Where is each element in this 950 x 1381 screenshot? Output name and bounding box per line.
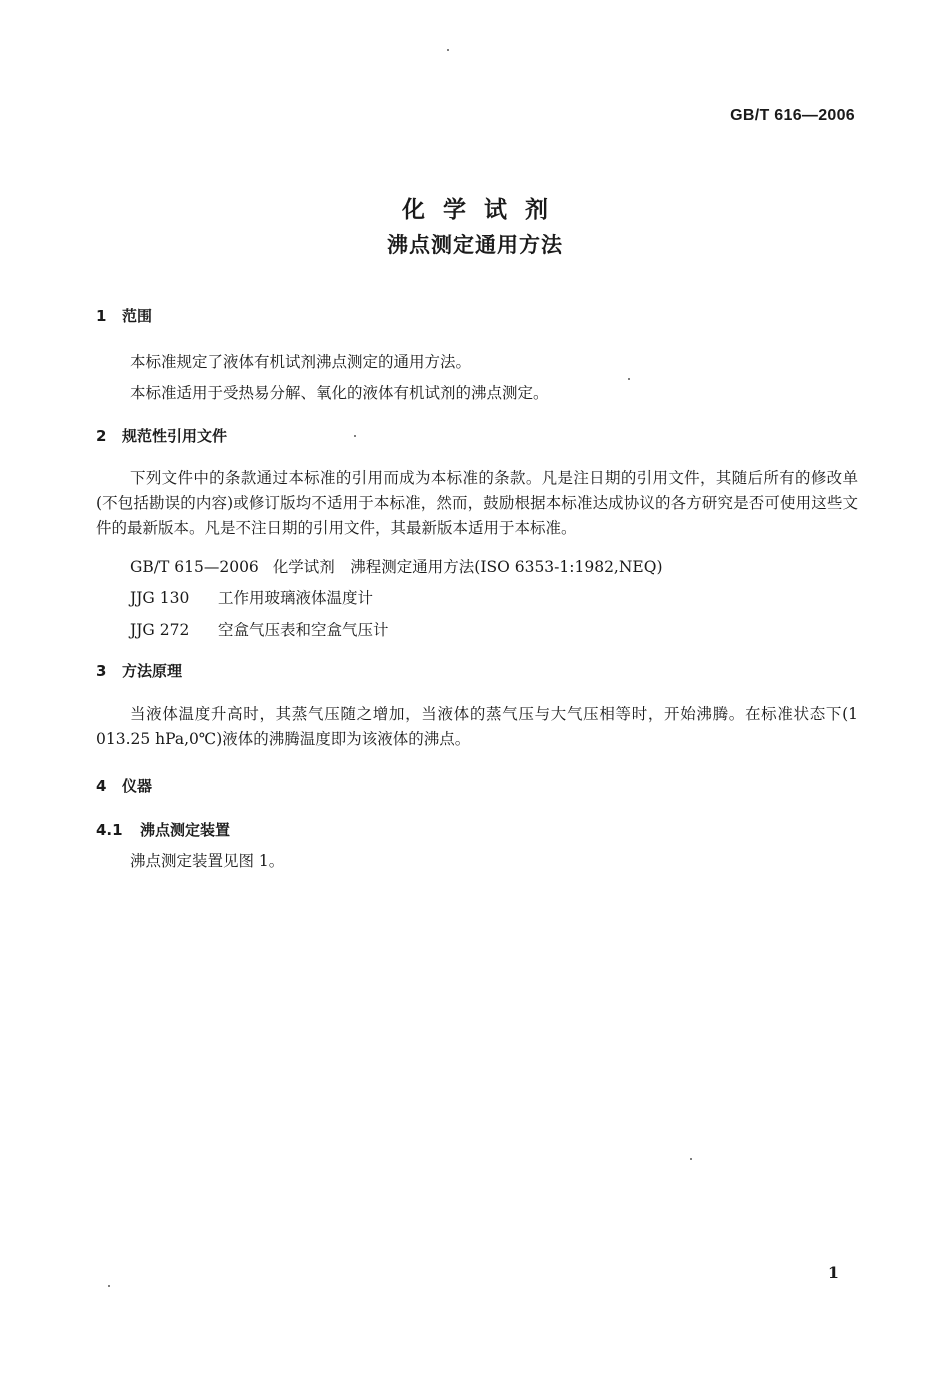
scan-speck	[354, 435, 356, 437]
section-3-title: 方法原理	[122, 662, 183, 680]
section-1-line-1: 本标准规定了液体有机试剂沸点测定的通用方法。	[130, 353, 472, 371]
reference-code: GB/T 615—2006	[130, 558, 259, 576]
section-4-number: 4	[96, 777, 107, 795]
reference-title: 化学试剂 沸程测定通用方法(ISO 6353-1:1982,NEQ)	[272, 558, 663, 576]
section-3-number: 3	[96, 662, 107, 680]
reference-title: 工作用玻璃液体温度计	[218, 589, 374, 607]
section-1-line-2: 本标准适用于受热易分解、氧化的液体有机试剂的沸点测定。	[130, 384, 549, 402]
section-4-title: 仪器	[122, 777, 153, 795]
reference-item	[130, 586, 373, 608]
page-number: 1	[827, 1263, 839, 1282]
reference-title: 空盒气压表和空盒气压计	[218, 621, 389, 639]
section-2-title: 规范性引用文件	[122, 427, 228, 445]
section-3-heading	[96, 660, 182, 681]
scan-speck	[108, 1285, 110, 1287]
section-4-1-number: 4.1	[96, 821, 123, 839]
reference-item	[130, 618, 389, 640]
section-4-1-line: 沸点测定装置见图 1。	[130, 852, 285, 870]
section-2-heading	[96, 425, 227, 446]
reference-code: JJG 272	[130, 621, 190, 639]
section-2-paragraph: 下列文件中的条款通过本标准的引用而成为本标准的条款。凡是注日期的引用文件，其随后所有的修改单(不包括勘误的内容)或修订版均不适用于本标准，然而，鼓励根据本标准达成协议的各方研究是否可使用这些文件的最新版本。凡是不注日期的引用文件，其最新版本适用于本标准。	[96, 469, 858, 537]
scan-speck	[628, 378, 630, 380]
section-3-paragraph: 当液体温度升高时，其蒸气压随之增加，当液体的蒸气压与大气压相等时，开始沸腾。在标准状态下(1 013.25 hPa,0℃)液体的沸腾温度即为该液体的沸点。	[96, 705, 858, 748]
section-1-title: 范围	[122, 307, 153, 325]
reference-code: JJG 130	[130, 589, 190, 607]
scan-speck	[690, 1158, 692, 1160]
section-4-heading	[96, 775, 152, 796]
standard-number: GB/T 616—2006	[730, 107, 855, 124]
scan-speck	[447, 49, 449, 51]
document-subtitle: 沸点测定通用方法	[387, 233, 563, 257]
reference-item	[130, 555, 663, 577]
document-title: 化学试剂	[402, 197, 566, 223]
section-1-heading	[96, 305, 152, 326]
section-4-1-title: 沸点测定装置	[140, 821, 231, 839]
section-2-number: 2	[96, 427, 107, 445]
section-1-number: 1	[96, 307, 107, 325]
section-4-1-heading	[96, 819, 230, 840]
